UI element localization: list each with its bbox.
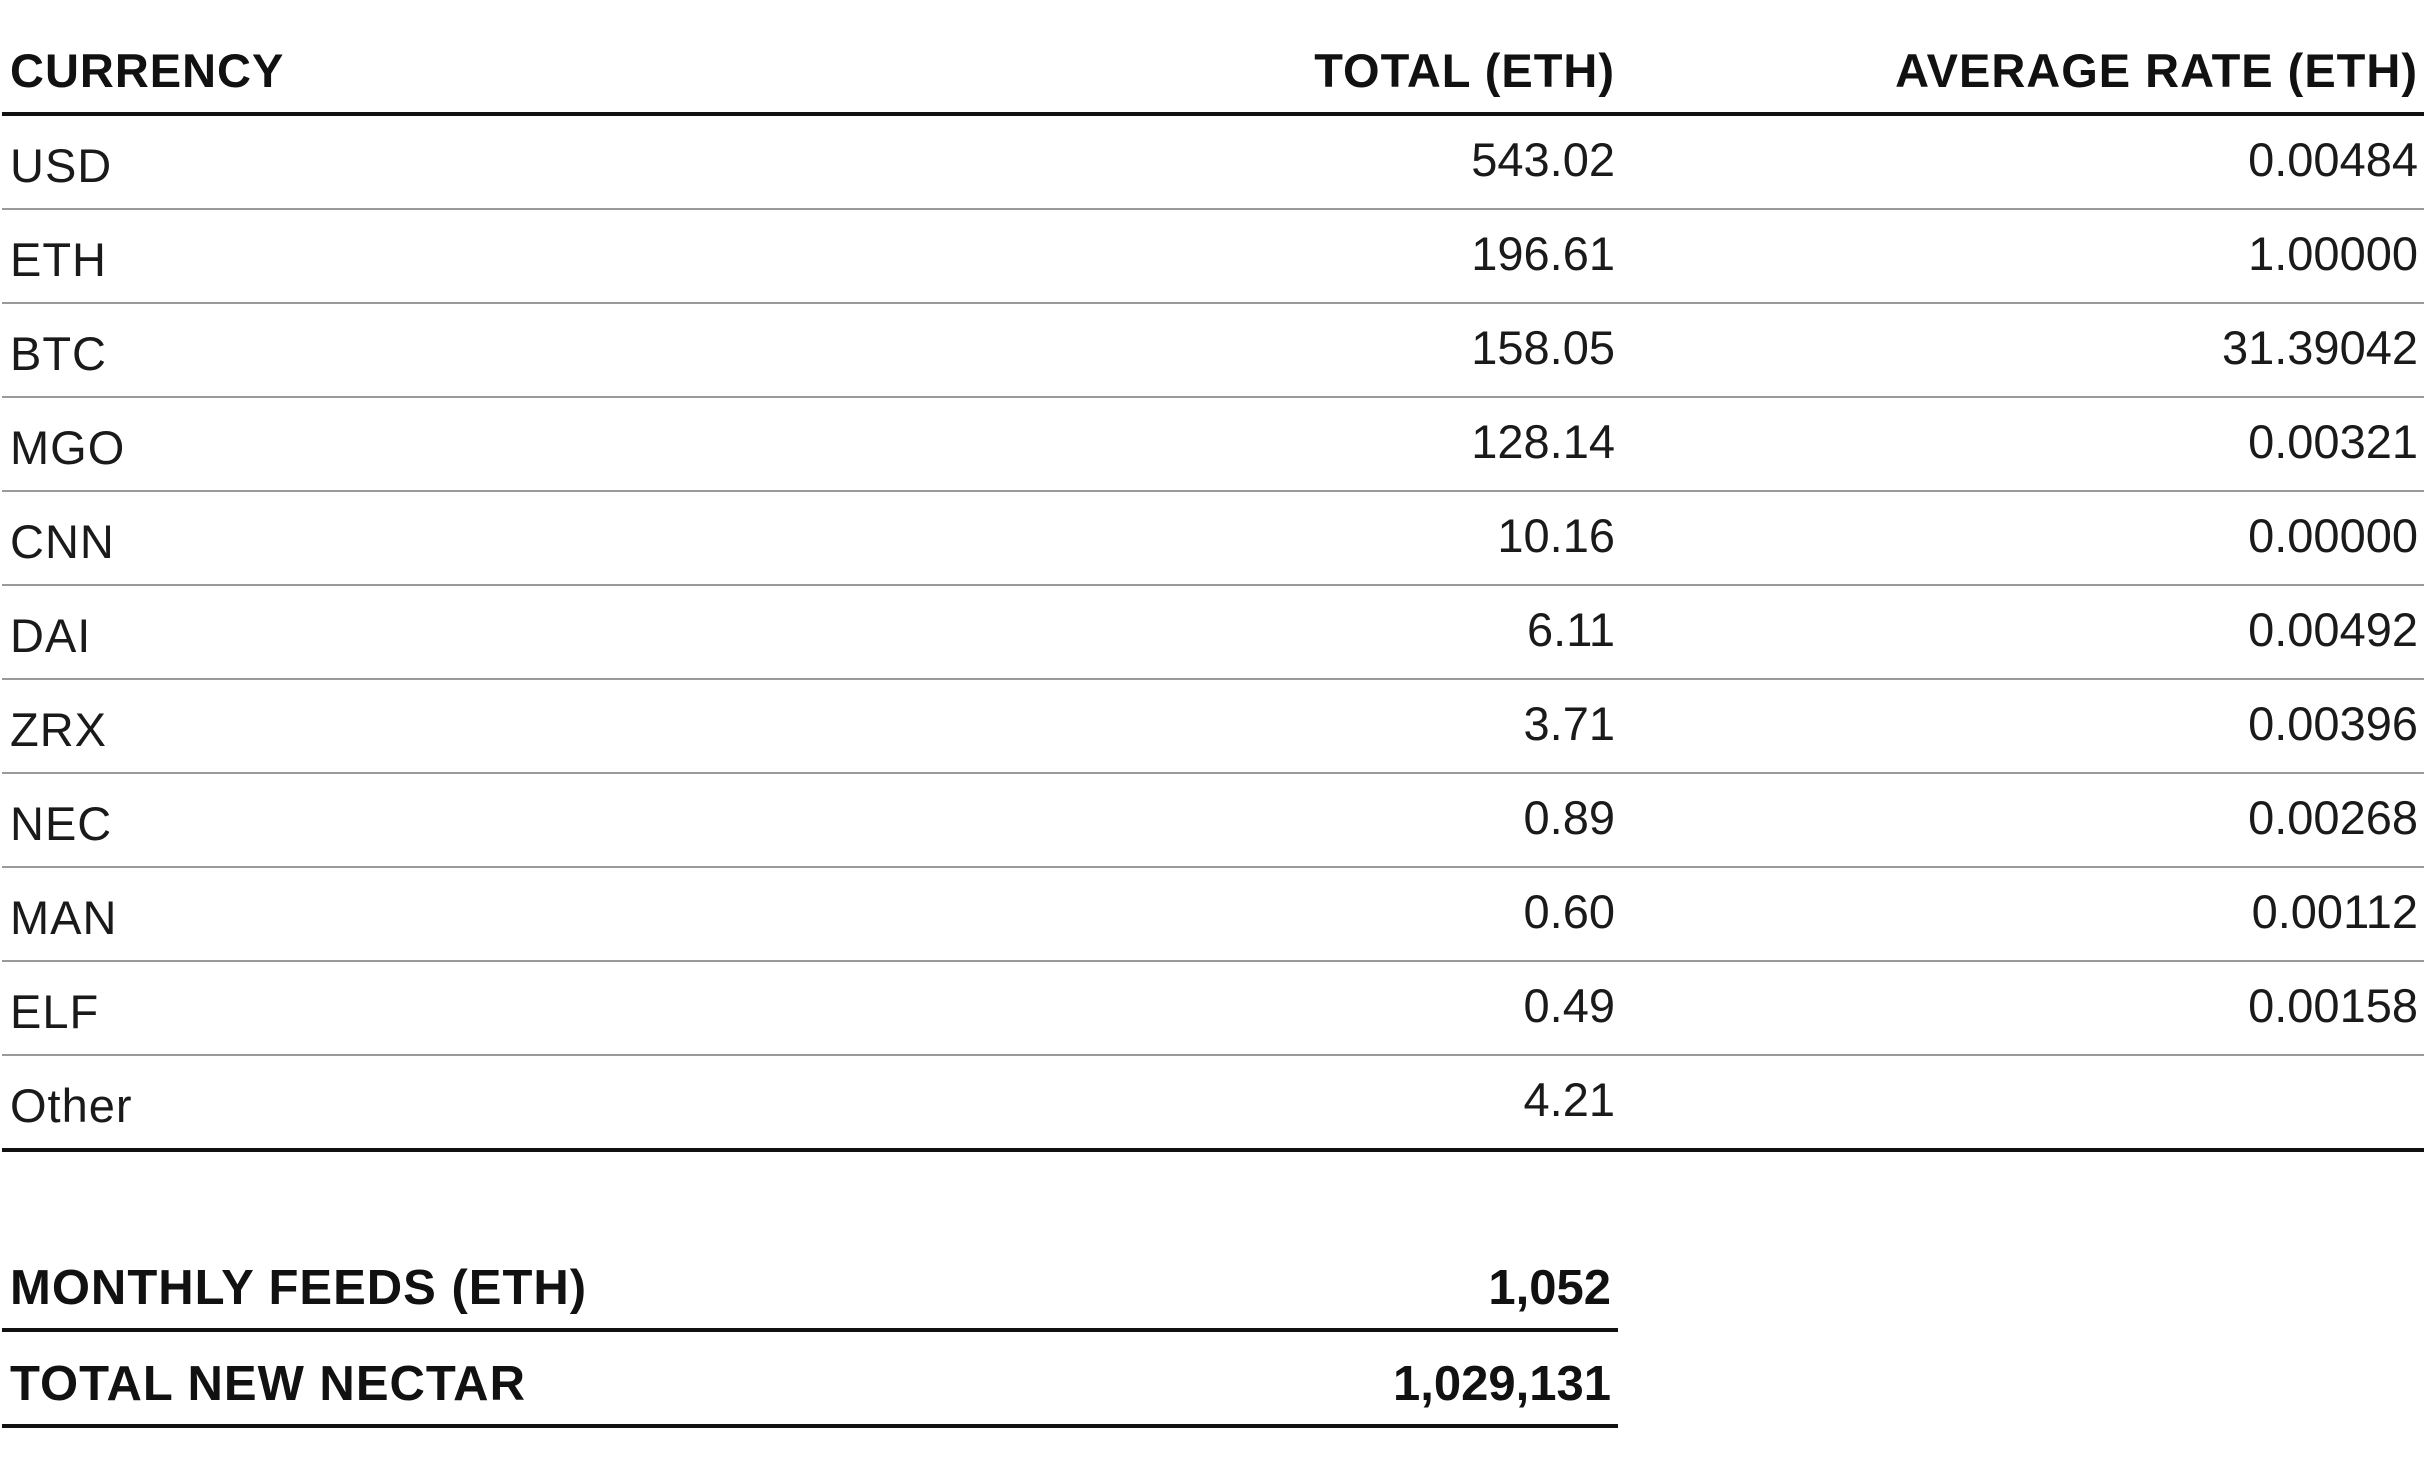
currency-cell: MGO	[10, 421, 126, 474]
total-cell: 0.49	[1523, 979, 1615, 1032]
table-row	[2, 680, 2424, 774]
total-nectar-value: 1,029,131	[1393, 1357, 1611, 1411]
total-cell: 3.71	[1523, 697, 1615, 750]
header-total-eth: TOTAL (ETH)	[1314, 44, 1615, 97]
total-cell: 158.05	[1471, 321, 1615, 374]
monthly-feeds-label: MONTHLY FEEDS (ETH)	[10, 1261, 588, 1315]
total-nectar-label: TOTAL NEW NECTAR	[10, 1357, 526, 1411]
table-row	[2, 962, 2424, 1056]
rate-cell: 1.00000	[2248, 227, 2418, 280]
table-row	[2, 868, 2424, 962]
rate-cell: 0.00321	[2248, 415, 2418, 468]
table-header-row	[2, 28, 2424, 116]
currency-cell: Other	[10, 1079, 133, 1132]
total-cell: 196.61	[1471, 227, 1615, 280]
currency-cell: NEC	[10, 797, 113, 850]
table-row	[2, 586, 2424, 680]
rate-cell: 0.00484	[2248, 133, 2418, 186]
total-cell: 4.21	[1523, 1073, 1615, 1126]
rate-cell: 0.00112	[2251, 885, 2418, 938]
table-row	[2, 774, 2424, 868]
rate-cell: 0.00396	[2248, 697, 2418, 750]
header-average-rate: AVERAGE RATE (ETH)	[1895, 44, 2418, 97]
rate-cell: 0.00000	[2248, 509, 2418, 562]
currency-cell: ELF	[10, 985, 100, 1038]
table-row	[2, 210, 2424, 304]
monthly-feeds-value: 1,052	[1488, 1261, 1611, 1315]
table-row	[2, 116, 2424, 210]
monthly-feeds-row	[2, 1240, 1618, 1332]
currency-cell: USD	[10, 139, 113, 192]
total-cell: 543.02	[1471, 133, 1615, 186]
table-row	[2, 398, 2424, 492]
currency-table	[2, 28, 2424, 1152]
currency-cell: BTC	[10, 327, 107, 380]
currency-cell: ETH	[10, 233, 107, 286]
currency-cell: CNN	[10, 515, 115, 568]
table-row	[2, 1056, 2424, 1152]
total-cell: 6.11	[1527, 603, 1615, 656]
table-row	[2, 492, 2424, 586]
summary-table	[2, 1240, 1618, 1428]
currency-cell: DAI	[10, 609, 92, 662]
total-cell: 10.16	[1497, 509, 1615, 562]
rate-cell: 0.00492	[2248, 603, 2418, 656]
rate-cell: 0.00158	[2248, 979, 2418, 1032]
rate-cell: 0.00268	[2248, 791, 2418, 844]
rate-cell: 31.39042	[2221, 321, 2418, 374]
currency-cell: ZRX	[10, 703, 107, 756]
total-cell: 128.14	[1471, 415, 1615, 468]
total-nectar-row	[2, 1332, 1618, 1428]
currency-cell: MAN	[10, 891, 118, 944]
header-currency: CURRENCY	[10, 44, 285, 97]
table-row	[2, 304, 2424, 398]
total-cell: 0.89	[1523, 791, 1615, 844]
total-cell: 0.60	[1523, 885, 1615, 938]
